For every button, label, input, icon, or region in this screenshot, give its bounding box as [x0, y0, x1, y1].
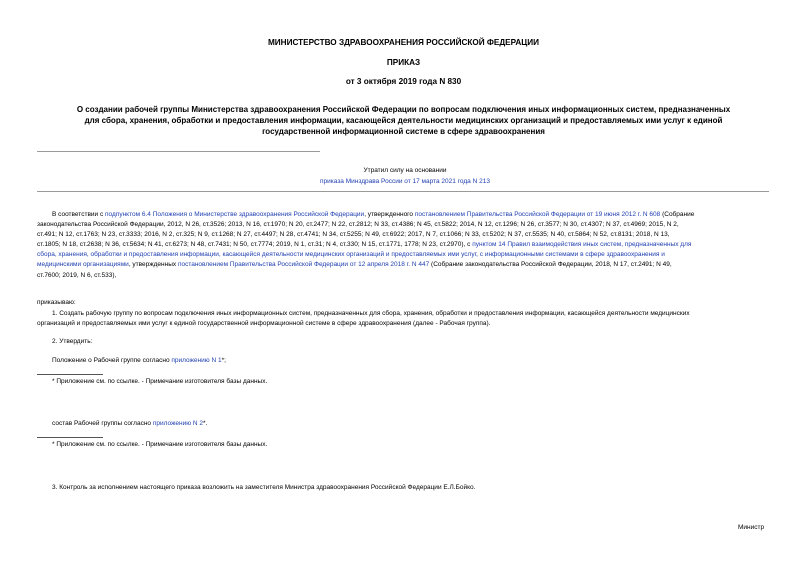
order-point-1-text: 1. Создать рабочую группу по вопросам подключения иных информационных систем, предназначенных для сбора, хранения, обработки и предоставления информации, касающейся деятельности медицинских	[52, 310, 690, 317]
appendix-1-text: Положение о Рабочей группе согласно	[52, 357, 172, 364]
preamble-text: ст.491; N 12, ст.1763; N 23, ст.3333; 2016, N 2, ст.325; N 9, ст.1268; N 27, ст.4497; N 28, ст.4741; N 34, ст.5255; N 49, ст.6922; 2017, N 7, ст.1066; N 33, ст.5202; N 37, ст.5535; N 40, ст.5864; N 52, ст.8131; 2018, N 13,	[37, 231, 670, 239]
footnote-1: * Приложение см. по ссылке. - Примечание изготовителя базы данных.	[52, 378, 268, 385]
order-word: приказываю:	[37, 299, 76, 306]
government-decree-608-link[interactable]: постановлением Правительства Российской Федерации от 19 июня 2012 г. N 608	[414, 211, 661, 218]
footnote-rule	[37, 437, 103, 438]
order-point-1	[37, 309, 769, 329]
preamble-text: ст.1805; N 18, ст.2638; N 36, ст.5634; N 41, ст.6273; N 48, ст.7431; N 50, ст.7774; 2019, N 1, ст.31; N 4, ст.330; N 15, ст.1771, 1778; N 23, ст.2970), с	[37, 241, 473, 249]
appendix-1-link[interactable]: приложению N 1	[171, 357, 222, 364]
footnote-rule	[37, 374, 103, 375]
preamble-text: В соответствии с	[52, 211, 106, 218]
document-title-line: для сбора, хранения, обработки и предоставления информации, касающейся деятельности медицинских организаций и предоставляемых ими услуг к единой	[84, 116, 723, 125]
rules-point14-link[interactable]: пунктом 14 Правил взаимодействия иных систем, предназначенных для	[472, 241, 692, 249]
doc-type-heading: ПРИКАЗ	[386, 58, 421, 67]
appendix-1-item	[52, 356, 226, 366]
preamble-text: , утвержденного	[364, 211, 415, 218]
appendix-2-text: состав Рабочей группы согласно	[52, 420, 153, 427]
appendix-2-text: *.	[203, 420, 208, 427]
order-point-1-text: организаций и предоставляемых ими услуг к единой государственной информационной системе в сфере здравоохранения (далее - Рабочая группа).	[37, 320, 491, 328]
preamble-text: ст.7600; 2019, N 6, ст.533),	[37, 271, 117, 279]
preamble-paragraph	[37, 210, 769, 281]
preamble-text: законодательства Российской Федерации, 2012, N 26, ст.3526; 2013, N 16, ст.1970; N 20, ст.2477; N 22, ст.2812; N 33, ст.4386; N 45, ст.5822; 2014, N 12, ст.1296; N 26, ст.3577; N 30, ст.4307; N 37, ст.4969; 2015, N 2,	[37, 221, 679, 229]
date-number-heading: от 3 октября 2019 года N 830	[345, 77, 462, 86]
preamble-text: , утвержденных	[128, 261, 178, 269]
regulation-link[interactable]: подпунктом 6.4 Положения о Министерстве здравоохранения Российской Федерации	[105, 211, 365, 218]
document-title	[30, 104, 777, 137]
rules-point14-link-cont[interactable]: сбора, хранения, обработки и предоставления информации, касающейся деятельности медицинских организаций и предоставляемых ими услуг, с информационными системами в сфере здравоохранения и	[37, 251, 665, 259]
document-title-line: государственной информационной системе в сфере здравоохранения	[262, 127, 545, 136]
appendix-2-item	[52, 419, 207, 429]
divider-long	[37, 191, 769, 192]
status-note-text: Утратил силу на основании	[363, 167, 447, 174]
document-title-line: О создании рабочей группы Министерства здравоохранения Российской Федерации по вопросам подключения иных информационных систем, предназначенных	[76, 105, 731, 114]
ministry-heading: МИНИСТЕРСТВО ЗДРАВООХРАНЕНИЯ РОССИЙСКОЙ ФЕДЕРАЦИИ	[267, 38, 540, 47]
order-point-2: 2. Утвердить:	[52, 338, 93, 345]
order-point-3: 3. Контроль за исполнением настоящего приказа возложить на заместителя Министра здравоохранения Российской Федерации Е.Л.Бойко.	[52, 484, 476, 491]
government-decree-447-link[interactable]: постановлением Правительства Российской Федерации от 12 апреля 2018 г. N 447	[177, 261, 430, 269]
preamble-text: (Собрание	[660, 211, 695, 218]
divider-short	[37, 151, 320, 152]
appendix-2-link[interactable]: приложению N 2	[152, 420, 204, 427]
preamble-text: (Собрание законодательства Российской Федерации, 2018, N 17, ст.2491; N 49,	[429, 261, 672, 269]
rules-point14-link-end[interactable]: медицинскими организациями	[37, 261, 129, 269]
signature-title: Министр	[738, 524, 765, 531]
appendix-1-text: *;	[221, 357, 226, 364]
footnote-2: * Приложение см. по ссылке. - Примечание изготовителя базы данных.	[52, 441, 268, 448]
status-note	[260, 165, 550, 187]
repeal-order-link[interactable]: приказа Минздрава России от 17 марта 2021 года N 213	[320, 178, 490, 185]
